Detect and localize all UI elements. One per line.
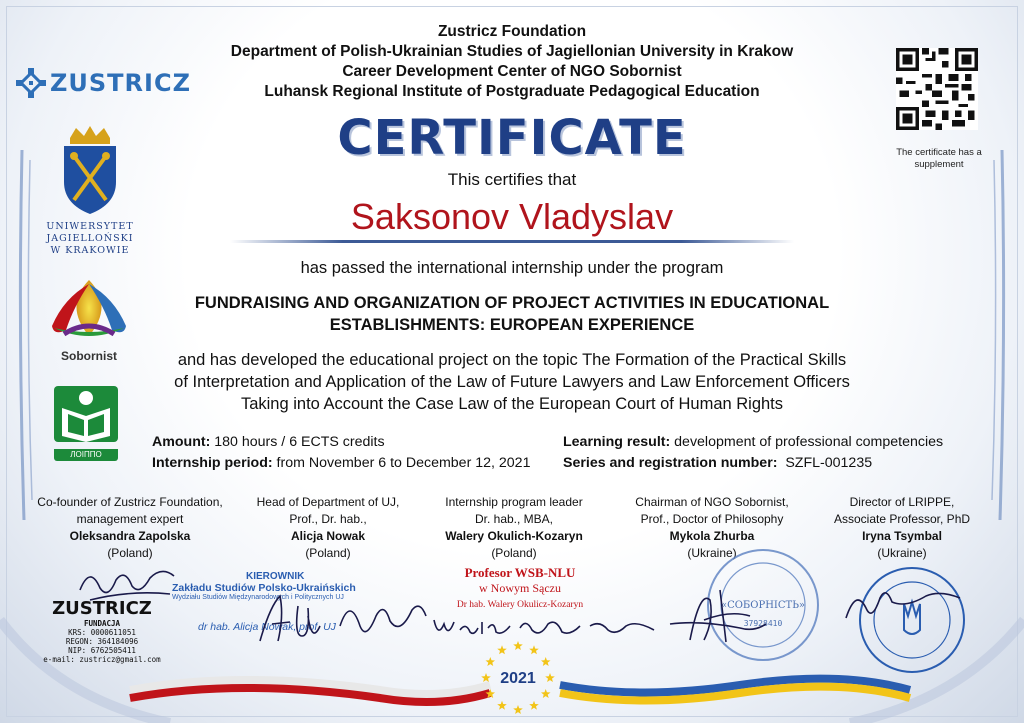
certifies-text: This certifies that — [447, 170, 577, 189]
uj-line-1: UNIWERSYTET — [46, 221, 134, 232]
sobornist-triquetra-icon — [44, 276, 134, 344]
period-row — [152, 453, 552, 474]
amount-value: 180 hours / 6 ECTS credits — [214, 434, 385, 450]
eu-star-icon — [486, 657, 496, 666]
details-left — [152, 432, 552, 474]
signatory-4-role: Chairman of NGO Sobornist, — [635, 495, 789, 509]
topic-line-3: Taking into Account the Case Law of the European Court of Human Rights — [240, 395, 784, 413]
signatory-2-country: (Poland) — [305, 546, 351, 560]
signatory-1-title: management expert — [76, 512, 184, 526]
header-line-3: Career Development Center of NGO Sobornist — [342, 63, 682, 80]
jagiellonian-crest-icon — [40, 124, 140, 216]
eu-star-icon — [486, 689, 496, 698]
jagiellonian-logo — [40, 124, 140, 254]
signatory-3-role: Internship program leader — [445, 495, 583, 509]
uj-line-3: W KRAKOWIE — [50, 245, 130, 256]
zustricz-ornament-icon — [14, 66, 48, 100]
header-line-4: Luhansk Regional Institute of Postgraduate Pedagogical Education — [264, 83, 760, 100]
eu-star-icon — [497, 701, 507, 710]
signatory-5-country: (Ukraine) — [877, 546, 927, 560]
program-line-1: FUNDRAISING AND ORGANIZATION OF PROJECT ACTIVITIES IN EDUCATIONAL — [194, 294, 830, 312]
program-line-2: ESTABLISHMENTS: EUROPEAN EXPERIENCE — [329, 316, 695, 334]
eu-star-icon — [481, 673, 491, 682]
stamp-sobornist-name: «СОБОРНІСТЬ» — [720, 600, 806, 611]
loippo-logo — [52, 384, 120, 462]
details-right — [563, 432, 973, 474]
certificate-title: CERTIFICATE — [337, 110, 687, 166]
stamp-regon: REGON: 364184096 — [65, 637, 139, 646]
eu-star-icon — [541, 689, 551, 698]
stamp-wydzial: Wydziału Studiów Międzynarodowych i Politycznych UJ — [172, 594, 344, 601]
recipient-name: Saksonov Vladyslav — [350, 196, 674, 237]
signatory-3-country: (Poland) — [491, 546, 537, 560]
amount-label: Amount: — [152, 434, 211, 450]
stamp-nip: NIP: 6762505411 — [68, 646, 136, 655]
signatory-5-title: Associate Professor, PhD — [833, 512, 971, 526]
sobornist-logo — [44, 276, 134, 366]
uj-line-2: JAGIELLOŃSKI — [46, 233, 134, 244]
stamp-nowy-sacz: w Nowym Sączu — [479, 581, 561, 595]
stamp-sobornist-code: 37928410 — [743, 619, 783, 628]
program-title — [130, 292, 894, 336]
stamp-kierownik: KIEROWNIK — [246, 571, 305, 582]
qr-code — [896, 48, 978, 130]
eu-star-icon — [513, 705, 523, 714]
header — [150, 22, 874, 102]
stamp-zustricz-title: ZUSTRICZ — [52, 598, 152, 619]
signatory-5-name: Iryna Tsymbal — [862, 529, 942, 543]
result-label: Learning result: — [563, 434, 671, 450]
result-value: development of professional competencies — [674, 434, 944, 450]
series-row — [563, 453, 973, 474]
signature-zhurba — [650, 580, 770, 650]
loippo-logo-text: ЛОІППО — [54, 449, 118, 461]
signatory-2-title: Prof., Dr. hab., — [289, 512, 367, 526]
series-value: SZFL-001235 — [785, 455, 873, 471]
stamp-email: e-mail: zustricz@gmail.com — [43, 655, 161, 664]
period-label: Internship period: — [152, 455, 273, 471]
period-value: from November 6 to December 12, 2021 — [276, 455, 531, 471]
signatory-4-name: Mykola Zhurba — [669, 529, 755, 543]
signatory-2-name: Alicja Nowak — [290, 529, 366, 543]
eu-star-icon — [529, 701, 539, 710]
signatory-3-title: Dr. hab., MBA, — [474, 512, 554, 526]
signatory-2 — [234, 494, 422, 562]
signatory-4-country: (Ukraine) — [687, 546, 737, 560]
signatory-3-name: Walery Okulich-Kozaryn — [445, 529, 583, 543]
amount-row — [152, 432, 552, 453]
eu-star-icon — [541, 657, 551, 666]
signatory-3 — [420, 494, 608, 562]
eu-star-icon — [513, 641, 523, 650]
signatory-1-country: (Poland) — [107, 546, 153, 560]
eu-stars-badge — [476, 636, 560, 720]
signatory-1-role: Co-founder of Zustricz Foundation, — [37, 495, 223, 509]
stamp-zaklad: Zakładu Studiów Polsko-Ukraińskich — [172, 582, 356, 594]
stamp-fundacja: FUNDACJA — [83, 619, 121, 628]
passed-text: has passed the international internship under the program — [300, 259, 724, 277]
signature-tsymbal — [836, 578, 966, 628]
stamp-profesor: Profesor WSB-NLU — [464, 565, 576, 580]
qr-note: The certificate has a supplement — [896, 147, 982, 170]
stamp-krs: KRS: 0000611051 — [68, 628, 136, 637]
signatory-5-role: Director of LRIPPE, — [849, 495, 955, 509]
eu-star-icon — [497, 645, 507, 654]
signatory-5 — [808, 494, 996, 562]
topic-line-2: of Interpretation and Application of the Law of Future Lawyers and Law Enforcement Officers — [174, 373, 850, 391]
signatory-2-role: Head of Department of UJ, — [256, 495, 400, 509]
eu-star-icon — [545, 673, 555, 682]
result-row — [563, 432, 973, 453]
signatory-4-title: Prof., Doctor of Philosophy — [640, 512, 784, 526]
stamp-okulicz: Dr hab. Walery Okulicz-Kozaryn — [456, 600, 584, 610]
header-line-2: Department of Polish-Ukrainian Studies of Jagiellonian University in Krakow — [230, 43, 794, 60]
signatory-1-name: Oleksandra Zapolska — [69, 529, 191, 543]
zustricz-logo — [14, 66, 191, 100]
header-line-1: Zustricz Foundation — [437, 23, 587, 40]
signature-nowak — [250, 586, 430, 646]
series-label: Series and registration number: — [563, 455, 778, 471]
eu-star-icon — [529, 645, 539, 654]
name-underline — [230, 240, 794, 243]
signatory-1 — [36, 494, 224, 562]
stamp-nowak: dr hab. Alicja Nowak, prof. UJ — [198, 621, 336, 633]
project-topic — [140, 349, 884, 415]
badge-year: 2021 — [500, 670, 536, 687]
sobornist-logo-text: Sobornist — [61, 349, 117, 363]
topic-line-1: and has developed the educational project on the topic The Formation of the Practical Skills — [177, 351, 847, 369]
zustricz-stamp — [42, 598, 162, 664]
wsb-stamp — [440, 565, 600, 610]
loippo-book-icon — [52, 384, 120, 444]
zustricz-logo-text: ZUSTRICZ — [50, 69, 191, 97]
